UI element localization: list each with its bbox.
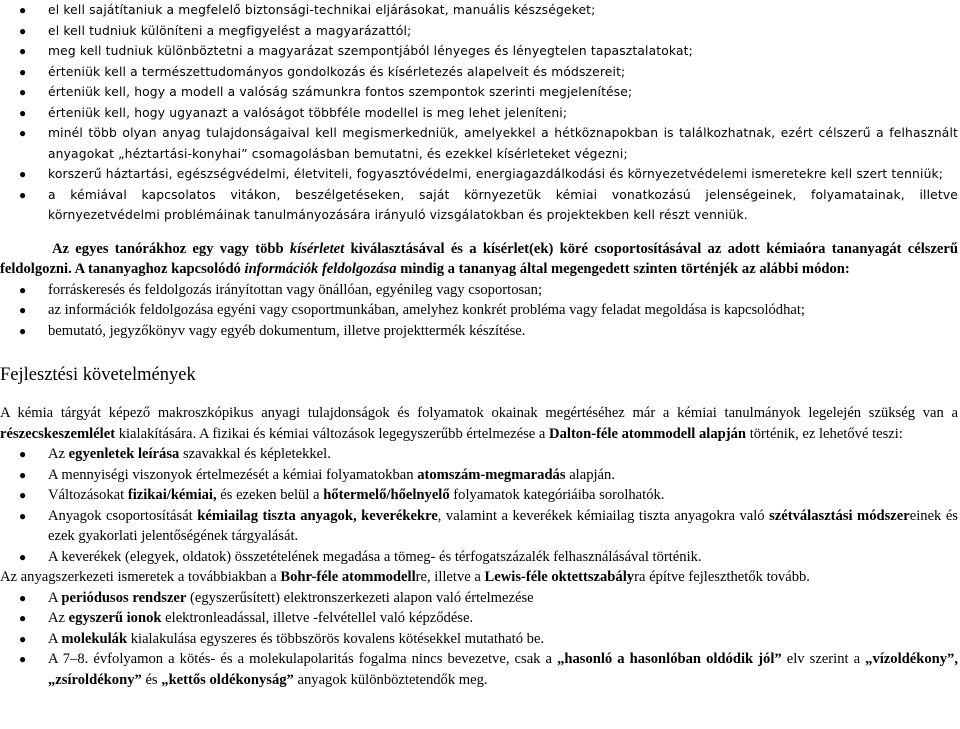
bullet-icon: ● [19,282,27,297]
list-item: ● A keverékek (elegyek, oldatok) összetételének megadása a tömeg- és térfogatszázalék felhasználásával történik. [0,547,960,568]
bullet-icon: ● [19,611,27,625]
bullet-icon: ● [19,187,27,202]
list-item: ● Anyagok csoportosítását kémiailag tiszta anyagok, keverékekre, valamint a keverékek kémiailag tiszta anyagokra való szétválasztási módszereinek és ezek gyakorlati jelentőségének tárgyalását. [19,507,958,544]
list-item: ● érteniük kell a természettudományos gondolkozás és kísérletezés alapelveit és módszereit; [0,62,960,83]
bullet-icon: ● [19,590,27,605]
bullet-icon: ● [19,167,27,181]
bohr-paragraph: Az anyagszerkezeti ismeretek a továbbiakban a Bohr-féle atommodellre, illetve a Lewis-féle oktettszabályra építve fejleszthetők tovább. [0,569,810,585]
bullet-icon: ● [19,23,27,38]
bullet-icon: ● [19,105,27,120]
list-item: ● A mennyiségi viszonyok értelmezését a kémiai folyamatokban atomszám-megmaradás alapján. [0,465,960,486]
list-item: ● az információk feldolgozása egyéni vagy csoportmunkában, amelyhez konkrét probléma vagy feladat megoldása is kapcsolódhat; [0,300,960,321]
list-item: ● Az egyenletek leírása szavakkal és képletekkel. [0,444,960,465]
bullet-icon: ● [19,467,27,482]
list-item: ● forráskeresés és feldolgozás irányítottan vagy önállóan, egyénileg vagy csoportosan; [0,280,960,301]
list-item: ● érteniük kell, hogy a modell a valóság számunkra fontos szempontok szerinti megjelenítése; [0,82,960,103]
list-item: ● A periódusos rendszer (egyszerűsített) elektronszerkezeti alapon való értelmezése [0,588,960,609]
list-item: ● korszerű háztartási, egészségvédelmi, életviteli, fogyasztóvédelmi, energiagazdálkodási és környezetvédelemi ismeretekre kell szert tenniük; [0,164,960,185]
bullet-icon: ● [19,303,27,317]
list-item: ● minél több olyan anyag tulajdonságaival kell megismerkedniük, amelyekkel a hétköznapokban is találkozhatnak, ezért célszerű a felhasznált anyagokat „héztartási-konyhai” csomagolásban bemutatni, és ezekkel kísérleteket végezni; [0,123,960,164]
bullet-icon: ● [19,631,27,646]
list-item: ● A 7–8. évfolyamon a kötés- és a molekulapolaritás fogalma nincs bevezetve, csak a „hasonló a hasonlóban oldódik jól” elv szerint a „vízoldékony”, „zsíroldékony” és „kettős oldékonyság” anyagok különböztetendők meg. [19,651,958,688]
bullet-icon: ● [19,64,27,79]
list-item: ● A molekulák kialakulása egyszeres és többszörös kovalens kötésekkel mutatható be. [0,629,960,650]
list-item: ● Az egyszerű ionok elektronleadással, illetve -felvétellel való képződése. [0,608,960,629]
section-title: Fejlesztési követelmények [0,365,196,385]
list-item: ● a kémiával kapcsolatos vitákon, beszélgetéseken, saját környezetük kémiai vonatkozású jelenségeinek, folyamatainak, illetve környezetvédelmi problémáinak tanulmányozására irányuló vizsgálatokban és projektekben kell részt venniük. [0,185,960,226]
list-item: ● el kell tudniuk különíteni a megfigyelést a magyarázattól; [0,21,960,42]
list-item: ● bemutató, jegyzőkönyv vagy egyéb dokumentum, illetve projekttermék készítése. [0,321,960,342]
bullet-icon: ● [19,126,27,140]
bullet-icon: ● [19,652,27,666]
bullet-icon: ● [19,323,27,338]
bohr-list [0,588,960,691]
bullet-icon: ● [19,549,27,564]
list-item: ● Változásokat fizikai/kémiai, és ezeken belül a hőtermelő/hőelnyelő folyamatok kategóriáiba sorolhatók. [0,485,960,506]
objectives-list [0,0,960,226]
list-item: ● meg kell tudniuk különböztetni a magyarázat szempontjából lényeges és lényegtelen tapasztalatokat; [0,41,960,62]
list-item: ● érteniük kell, hogy ugyanazt a valóságot többféle modellel is meg lehet jeleníteni; [0,103,960,124]
list-item: ● el kell sajátítaniuk a megfelelő biztonsági-technikai eljárásokat, manuális készségeket; [0,0,960,21]
bullet-icon: ● [19,508,27,523]
bullet-icon: ● [19,447,27,461]
bullet-icon: ● [19,488,27,502]
bullet-icon: ● [19,85,27,99]
bullet-icon: ● [19,44,27,58]
processing-list [0,280,960,342]
intro-paragraph: Az egyes tanórákhoz egy vagy több kísérletet kiválasztásával és a kísérlet(ek) köré csoportosításával az adott kémiaóra tananyagát célszerű feldolgozni. A tananyaghoz kapcsolódó információk feldolgozása mindig a tananyag által megengedett szinten történjék az alábbi módon: [0,240,958,277]
development-paragraph: A kémia tárgyát képező makroszkópikus anyagi tulajdonságok és folyamatok okainak megértéséhez már a kémiai tanulmányok legelején szükség van a részecskeszemlélet kialakítására. A fizikai és kémiai változások legegyszerűbb értelmezése a Dalton-féle atommodell alapján történik, ez lehetővé teszi: [0,405,958,442]
bullet-icon: ● [19,3,27,17]
dalton-list [0,444,960,567]
